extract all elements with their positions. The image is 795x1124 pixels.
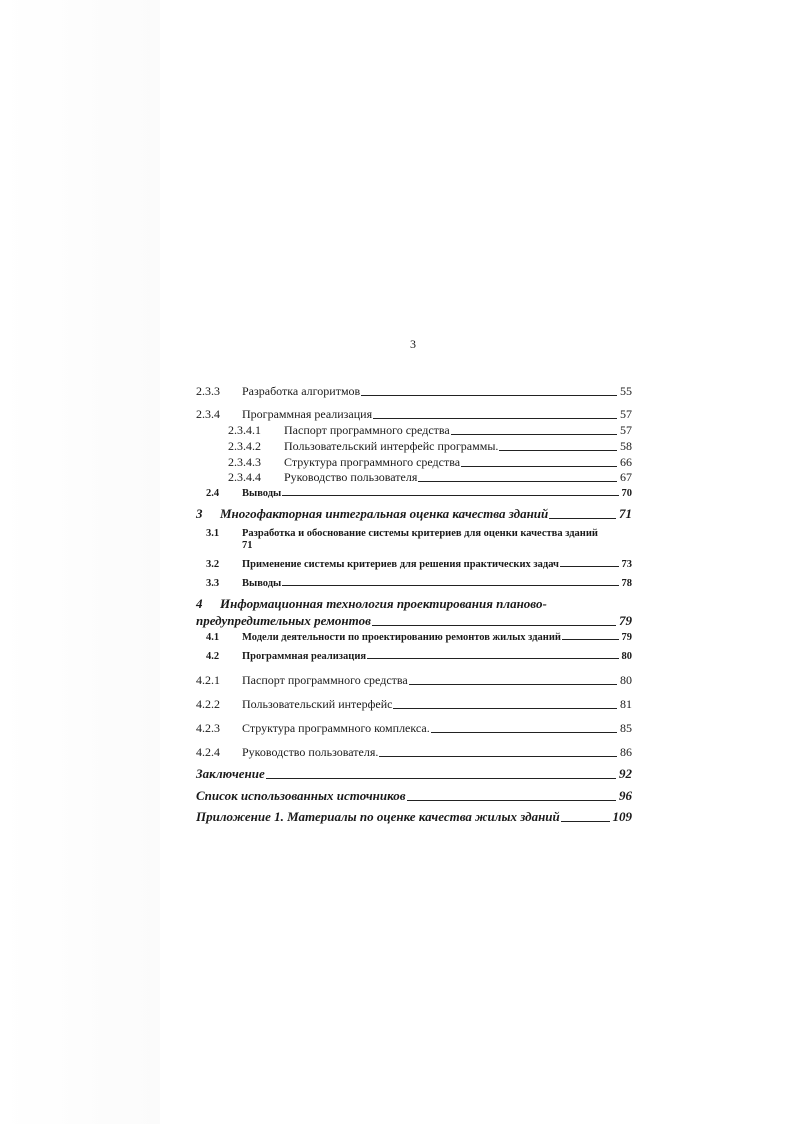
toc-entry-2-3-3[interactable] [196, 384, 632, 399]
toc-entry-title: Паспорт программного средства [284, 423, 450, 437]
toc-entry-3-3[interactable] [196, 578, 632, 589]
toc-entry-2-3-4-4[interactable] [228, 470, 632, 485]
toc-conclusion[interactable] [196, 766, 632, 782]
toc-entry-2-3-4-1[interactable] [228, 423, 632, 438]
toc-entry-title-line1: Информационная технология проектирования планово- [220, 596, 547, 611]
toc-leader [367, 658, 618, 659]
toc-entry-number: 2.3.4.1 [228, 423, 261, 437]
toc-entry-title: Структура программного комплекса. [242, 721, 430, 735]
toc-leader [461, 466, 617, 467]
toc-entry-title: Руководство пользователя [284, 470, 418, 484]
page-number: 3 [410, 337, 416, 351]
toc-entry-4-2[interactable] [196, 651, 632, 662]
toc-entry-number: 4.2.3 [196, 721, 220, 735]
toc-references[interactable] [196, 788, 632, 804]
toc-entry-page: 73 [621, 559, 632, 570]
toc-leader [451, 434, 617, 435]
toc-entry-4-2-2[interactable] [196, 697, 632, 712]
toc-leader [372, 625, 616, 626]
toc-entry-number: 2.3.4.3 [228, 455, 261, 469]
toc-entry-page: 66 [620, 455, 632, 469]
toc-entry-page: 79 [621, 632, 632, 643]
toc-entry-title: Выводы [242, 488, 282, 499]
toc-entry-number: 2.3.4.2 [228, 439, 261, 453]
toc-entry-title: Структура программного средства [284, 455, 461, 469]
toc-entry-title: Список использованных источников [196, 788, 406, 803]
toc-entry-page: 96 [619, 788, 632, 803]
toc-entry-page: 55 [620, 384, 632, 398]
toc-entry-2-3-4[interactable] [196, 407, 632, 422]
toc-entry-page: 86 [620, 745, 632, 759]
toc-leader [361, 395, 617, 396]
toc-entry-title-line2: предупредительных ремонтов [196, 613, 371, 628]
toc-entry-page: 57 [620, 423, 632, 437]
toc-chapter-4[interactable] [196, 596, 632, 612]
toc-entry-3-2[interactable] [196, 559, 632, 570]
toc-entry-4-2-4[interactable] [196, 745, 632, 760]
toc-entry-title: Выводы [242, 578, 282, 589]
toc-entry-page: 81 [620, 697, 632, 711]
toc-entry-page: 80 [621, 651, 632, 662]
toc-leader [560, 566, 619, 567]
toc-entry-title: Заключение [196, 766, 265, 781]
toc-entry-title: Многофакторная интегральная оценка качества зданий [220, 506, 549, 521]
toc-entry-title: Паспорт программного средства [242, 673, 408, 687]
toc-leader [379, 756, 617, 757]
toc-entry-page: 109 [612, 809, 632, 824]
toc-entry-number: 4.2.1 [196, 673, 220, 687]
toc-chapter-3[interactable] [196, 506, 632, 522]
toc-leader [561, 821, 610, 822]
toc-leader [409, 684, 617, 685]
toc-leader [282, 495, 618, 496]
toc-entry-page: 58 [620, 439, 632, 453]
toc-entry-page: 67 [620, 470, 632, 484]
toc-leader [282, 585, 618, 586]
toc-entry-number: 3 [196, 506, 203, 521]
toc-entry-title: Пользовательский интерфейс программы. [284, 439, 499, 453]
toc-entry-3-1[interactable] [196, 528, 632, 552]
toc-leader [373, 418, 617, 419]
toc-entry-number: 3.2 [206, 559, 220, 570]
toc-entry-title: Пользовательский интерфейс [242, 697, 393, 711]
toc-entry-number: 2.4 [206, 488, 220, 499]
toc-entry-page: 92 [619, 766, 632, 781]
toc-entry-title: Программная реализация [242, 651, 367, 662]
toc-entry-page: 70 [621, 488, 632, 499]
page-background [0, 0, 160, 1124]
toc-entry-title: Приложение 1. Материалы по оценке качества жилых зданий [196, 809, 560, 824]
toc-entry-number: 2.3.4 [196, 407, 220, 421]
toc-leader [266, 778, 616, 779]
toc-leader [418, 481, 617, 482]
toc-entry-4-2-3[interactable] [196, 721, 632, 736]
toc-entry-4-1[interactable] [196, 632, 632, 643]
toc-leader [562, 639, 619, 640]
toc-leader [549, 518, 616, 519]
toc-entry-number: 4.1 [206, 632, 220, 643]
toc-leader [499, 450, 617, 451]
toc-entry-4-2-1[interactable] [196, 673, 632, 688]
toc-entry-page: 78 [621, 578, 632, 589]
toc-chapter-4-continued[interactable] [196, 613, 632, 629]
toc-appendix-1[interactable] [196, 809, 632, 825]
toc-entry-number: 4 [196, 596, 203, 611]
toc-entry-number: 4.2.4 [196, 745, 220, 759]
toc-entry-page: 85 [620, 721, 632, 735]
toc-entry-title: Разработка и обоснование системы критериев для оценки качества зданий [242, 528, 598, 539]
toc-entry-number: 2.3.3 [196, 384, 220, 398]
toc-entry-number: 4.2.2 [196, 697, 220, 711]
toc-entry-number: 3.1 [206, 528, 220, 539]
toc-entry-page: 57 [620, 407, 632, 421]
toc-leader [407, 800, 616, 801]
toc-entry-number: 4.2 [206, 651, 220, 662]
toc-entry-page: 71 [619, 506, 632, 521]
toc-leader [431, 732, 617, 733]
toc-entry-title: Программная реализация [242, 407, 373, 421]
toc-leader [393, 708, 617, 709]
toc-entry-page: 71 [242, 540, 253, 551]
toc-entry-number: 3.3 [206, 578, 220, 589]
toc-entry-number: 2.3.4.4 [228, 470, 261, 484]
toc-entry-2-4[interactable] [196, 488, 632, 499]
toc-entry-page: 79 [619, 613, 632, 628]
toc-entry-title: Руководство пользователя. [242, 745, 379, 759]
toc-entry-title: Разработка алгоритмов [242, 384, 361, 398]
toc-entry-title: Модели деятельности по проектированию ремонтов жилых зданий [242, 632, 561, 643]
toc-entry-2-3-4-3[interactable] [228, 455, 632, 470]
toc-entry-page: 80 [620, 673, 632, 687]
toc-entry-2-3-4-2[interactable] [228, 439, 632, 454]
toc-entry-title: Применение системы критериев для решения практических задач [242, 559, 559, 570]
